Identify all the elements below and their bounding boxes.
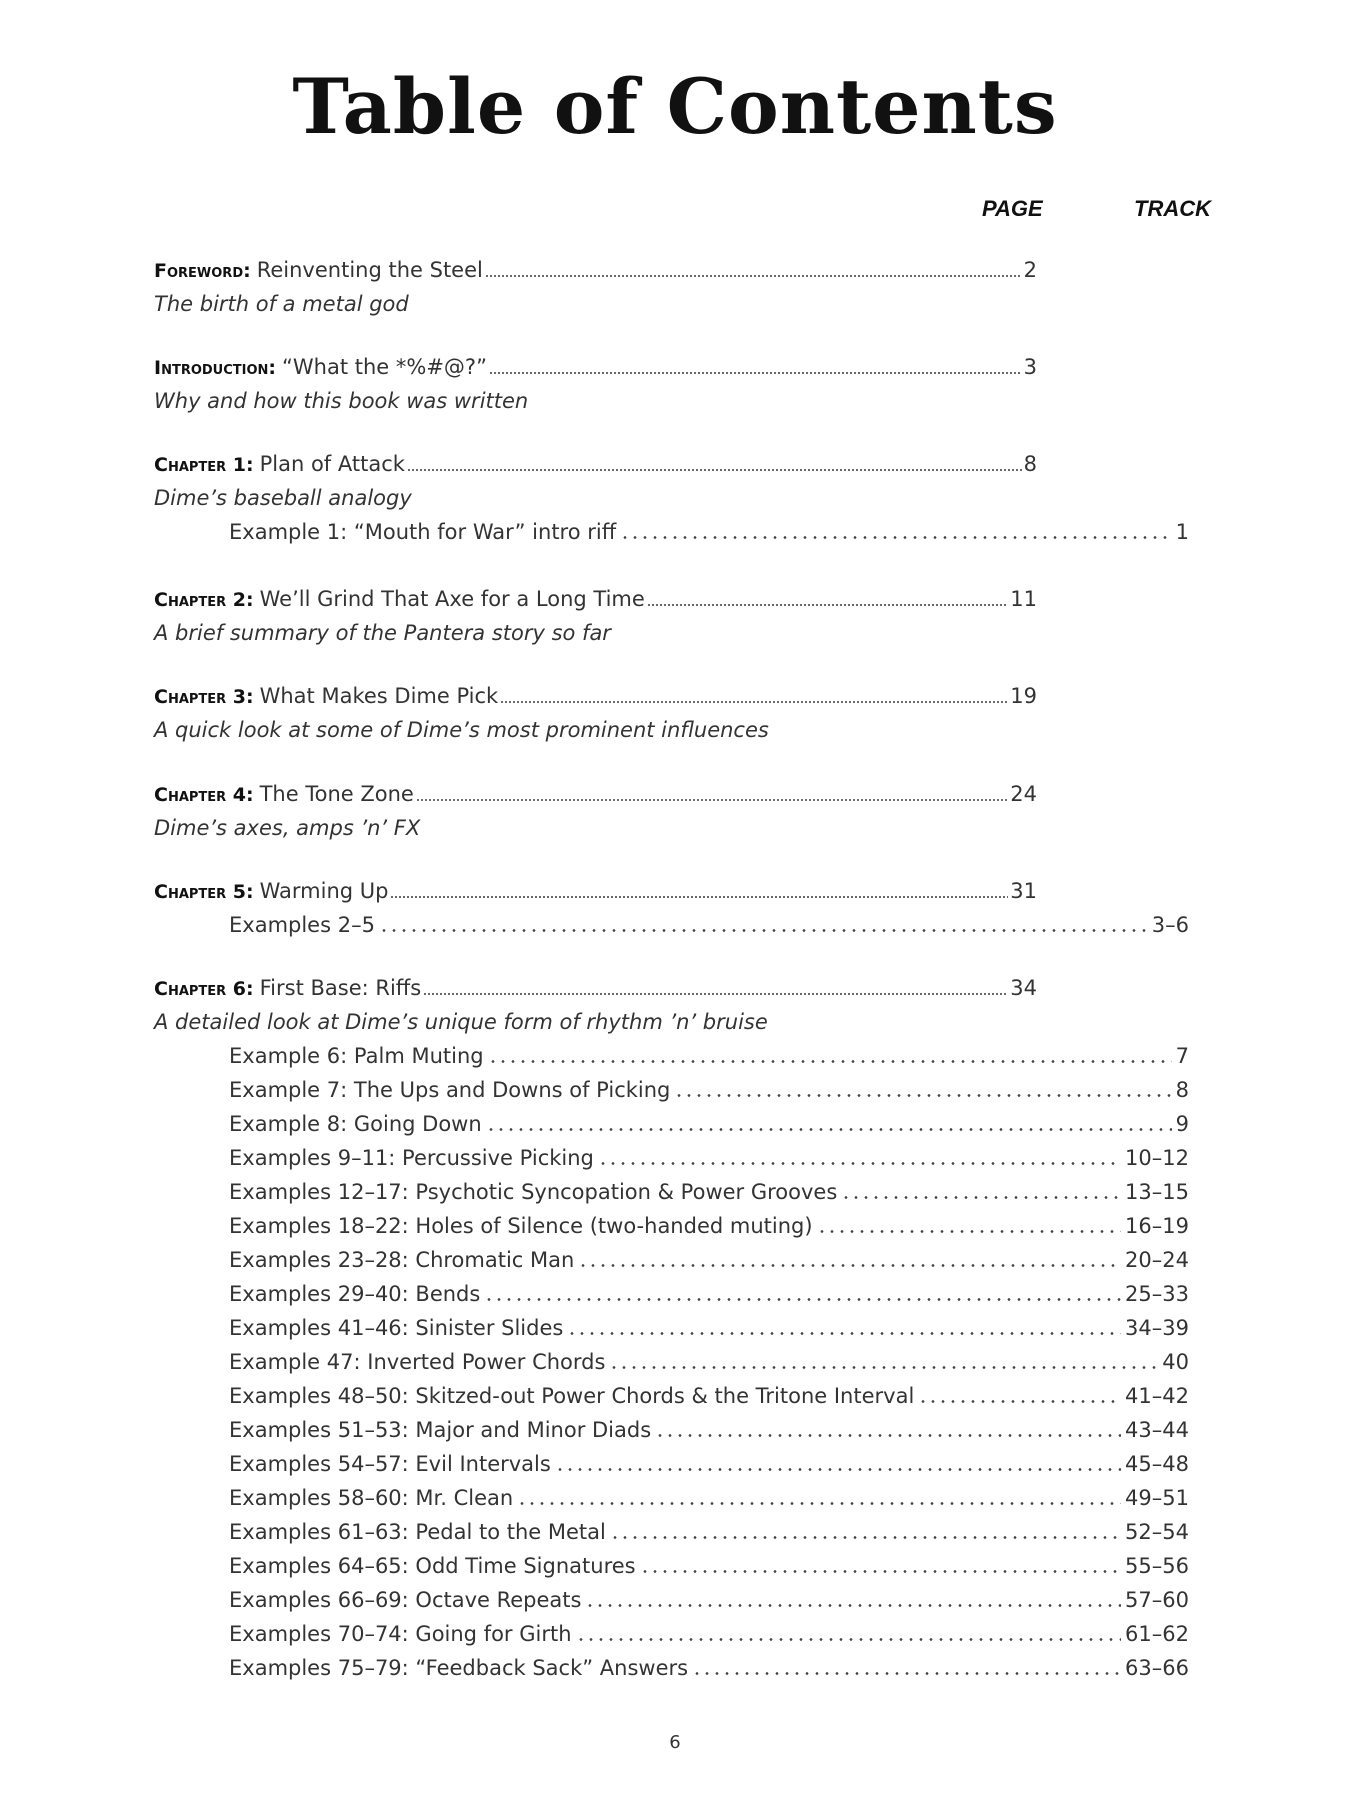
page-number: 6	[669, 1732, 681, 1753]
example-title: Example 8: Going Down	[229, 1112, 482, 1136]
chapter-subtitle: Dime’s axes, amps ’n’ FX	[154, 816, 421, 840]
chapter-title: We’ll Grind That Axe for a Long Time	[259, 587, 645, 611]
example-track-number: 43–44	[1125, 1418, 1189, 1442]
example-title: Examples 12–17: Psychotic Syncopation & Power Grooves	[229, 1180, 838, 1204]
dot-leader	[610, 1536, 1121, 1539]
example-entry	[229, 1517, 1189, 1547]
chapter-page-number: 2	[1023, 258, 1037, 282]
chapter-page-number: 8	[1023, 452, 1037, 476]
example-track-number: 7	[1175, 1044, 1189, 1068]
dot-leader	[484, 1298, 1121, 1301]
chapter-label: Chapter 2:	[154, 589, 254, 611]
dot-leader	[692, 1672, 1121, 1675]
dot-leader	[640, 1570, 1121, 1573]
example-entry	[229, 517, 1189, 547]
chapter-label: Chapter 6:	[154, 978, 254, 1000]
chapter-entry	[154, 973, 1037, 1003]
example-title: Example 47: Inverted Power Chords	[229, 1350, 606, 1374]
chapter-subtitle: The birth of a metal god	[154, 292, 409, 316]
chapter-subtitle: A quick look at some of Dime’s most prominent influences	[154, 718, 769, 742]
chapter-entry	[154, 876, 1037, 906]
example-title: Examples 66–69: Octave Repeats	[229, 1588, 582, 1612]
dot-leader	[517, 1502, 1121, 1505]
dot-leader	[500, 701, 1008, 703]
example-track-number: 40	[1162, 1350, 1189, 1374]
chapter-page-number: 3	[1023, 355, 1037, 379]
example-entry	[229, 1041, 1189, 1071]
chapter-page-number: 19	[1010, 684, 1037, 708]
chapter-title: First Base: Riffs	[259, 976, 422, 1000]
example-title: Examples 58–60: Mr. Clean	[229, 1486, 514, 1510]
example-title: Examples 75–79: “Feedback Sack” Answers	[229, 1656, 689, 1680]
dot-leader	[407, 469, 1022, 471]
dot-leader	[598, 1162, 1121, 1165]
dot-leader	[674, 1094, 1171, 1097]
chapter-subtitle: A brief summary of the Pantera story so far	[154, 621, 611, 645]
example-title: Example 6: Palm Muting	[229, 1044, 484, 1068]
example-track-number: 63–66	[1125, 1656, 1189, 1680]
dot-leader	[485, 275, 1022, 277]
example-title: Example 1: “Mouth for War” intro riff	[229, 520, 617, 544]
track-column-header: TRACK	[1134, 196, 1211, 221]
example-title: Examples 54–57: Evil Intervals	[229, 1452, 551, 1476]
dot-leader	[423, 993, 1008, 995]
chapter-entry	[154, 584, 1037, 614]
dot-leader	[555, 1468, 1121, 1471]
chapter-title: Plan of Attack	[259, 452, 405, 476]
dot-leader	[655, 1434, 1121, 1437]
chapter-entry	[154, 449, 1037, 479]
example-entry	[229, 1381, 1189, 1411]
example-title: Examples 2–5	[229, 913, 375, 937]
chapter-label: Chapter 5:	[154, 881, 254, 903]
chapter-page-number: 34	[1010, 976, 1037, 1000]
chapter-title: What Makes Dime Pick	[259, 684, 499, 708]
example-track-number: 13–15	[1125, 1180, 1189, 1204]
dot-leader	[609, 1366, 1158, 1369]
example-entry	[229, 1551, 1189, 1581]
example-track-number: 41–42	[1125, 1384, 1189, 1408]
example-entry	[229, 1075, 1189, 1105]
dot-leader	[489, 372, 1022, 374]
example-track-number: 34–39	[1125, 1316, 1189, 1340]
chapter-subtitle: A detailed look at Dime’s unique form of rhythm ’n’ bruise	[154, 1010, 768, 1034]
dot-leader	[576, 1638, 1122, 1641]
example-track-number: 49–51	[1125, 1486, 1189, 1510]
example-entry	[229, 1347, 1189, 1377]
chapter-subtitle: Dime’s baseball analogy	[154, 486, 412, 510]
example-entry	[229, 1313, 1189, 1343]
example-entry	[229, 910, 1189, 940]
example-entry	[229, 1143, 1189, 1173]
example-title: Examples 29–40: Bends	[229, 1282, 481, 1306]
chapter-title: Warming Up	[259, 879, 389, 903]
dot-leader	[841, 1196, 1121, 1199]
example-track-number: 10–12	[1125, 1146, 1189, 1170]
example-entry	[229, 1653, 1189, 1683]
example-entry	[229, 1109, 1189, 1139]
chapter-page-number: 11	[1010, 587, 1037, 611]
example-track-number: 52–54	[1125, 1520, 1189, 1544]
example-title: Examples 18–22: Holes of Silence (two-handed muting)	[229, 1214, 813, 1238]
chapter-label: Chapter 4:	[154, 784, 254, 806]
example-title: Examples 61–63: Pedal to the Metal	[229, 1520, 606, 1544]
page-column-header: PAGE	[982, 196, 1043, 221]
example-entry	[229, 1245, 1189, 1275]
example-title: Examples 23–28: Chromatic Man	[229, 1248, 575, 1272]
example-track-number: 55–56	[1125, 1554, 1189, 1578]
example-track-number: 61–62	[1125, 1622, 1189, 1646]
dot-leader	[620, 536, 1171, 539]
chapter-subtitle: Why and how this book was written	[154, 389, 529, 413]
chapter-page-number: 24	[1010, 782, 1037, 806]
chapter-label: Chapter 3:	[154, 686, 254, 708]
chapter-entry	[154, 779, 1037, 809]
chapter-title: Reinventing the Steel	[256, 258, 483, 282]
example-entry	[229, 1449, 1189, 1479]
chapter-entry	[154, 681, 1037, 711]
example-title: Examples 70–74: Going for Girth	[229, 1622, 572, 1646]
dot-leader	[578, 1264, 1121, 1267]
example-entry	[229, 1177, 1189, 1207]
dot-leader	[488, 1060, 1172, 1063]
chapter-title: “What the *%#@?”	[282, 355, 487, 379]
dot-leader	[486, 1128, 1172, 1131]
dot-leader	[585, 1604, 1121, 1607]
example-track-number: 25–33	[1125, 1282, 1189, 1306]
chapter-entry	[154, 352, 1037, 382]
example-title: Examples 51–53: Major and Minor Diads	[229, 1418, 652, 1442]
example-title: Example 7: The Ups and Downs of Picking	[229, 1078, 671, 1102]
example-track-number: 1	[1175, 520, 1189, 544]
example-title: Examples 9–11: Percussive Picking	[229, 1146, 594, 1170]
example-entry	[229, 1415, 1189, 1445]
example-title: Examples 64–65: Odd Time Signatures	[229, 1554, 636, 1578]
chapter-label: Chapter 1:	[154, 454, 254, 476]
example-track-number: 9	[1175, 1112, 1189, 1136]
example-title: Examples 48–50: Skitzed-out Power Chords & the Tritone Interval	[229, 1384, 915, 1408]
example-track-number: 3–6	[1151, 913, 1189, 937]
dot-leader	[918, 1400, 1121, 1403]
dot-leader	[379, 929, 1148, 932]
example-track-number: 16–19	[1125, 1214, 1189, 1238]
example-entry	[229, 1483, 1189, 1513]
example-entry	[229, 1279, 1189, 1309]
example-entry	[229, 1211, 1189, 1241]
example-entry	[229, 1619, 1189, 1649]
page-title: Table of Contents	[292, 62, 1058, 151]
chapter-page-number: 31	[1010, 879, 1037, 903]
example-title: Examples 41–46: Sinister Slides	[229, 1316, 564, 1340]
example-track-number: 57–60	[1125, 1588, 1189, 1612]
example-track-number: 45–48	[1125, 1452, 1189, 1476]
dot-leader	[647, 604, 1008, 606]
dot-leader	[817, 1230, 1122, 1233]
chapter-label: Introduction:	[154, 357, 276, 379]
example-entry	[229, 1585, 1189, 1615]
chapter-title: The Tone Zone	[259, 782, 414, 806]
dot-leader	[416, 799, 1008, 801]
chapter-entry	[154, 255, 1037, 285]
example-track-number: 20–24	[1125, 1248, 1189, 1272]
dot-leader	[390, 896, 1008, 898]
dot-leader	[567, 1332, 1121, 1335]
chapter-label: Foreword:	[154, 260, 251, 282]
example-track-number: 8	[1175, 1078, 1189, 1102]
